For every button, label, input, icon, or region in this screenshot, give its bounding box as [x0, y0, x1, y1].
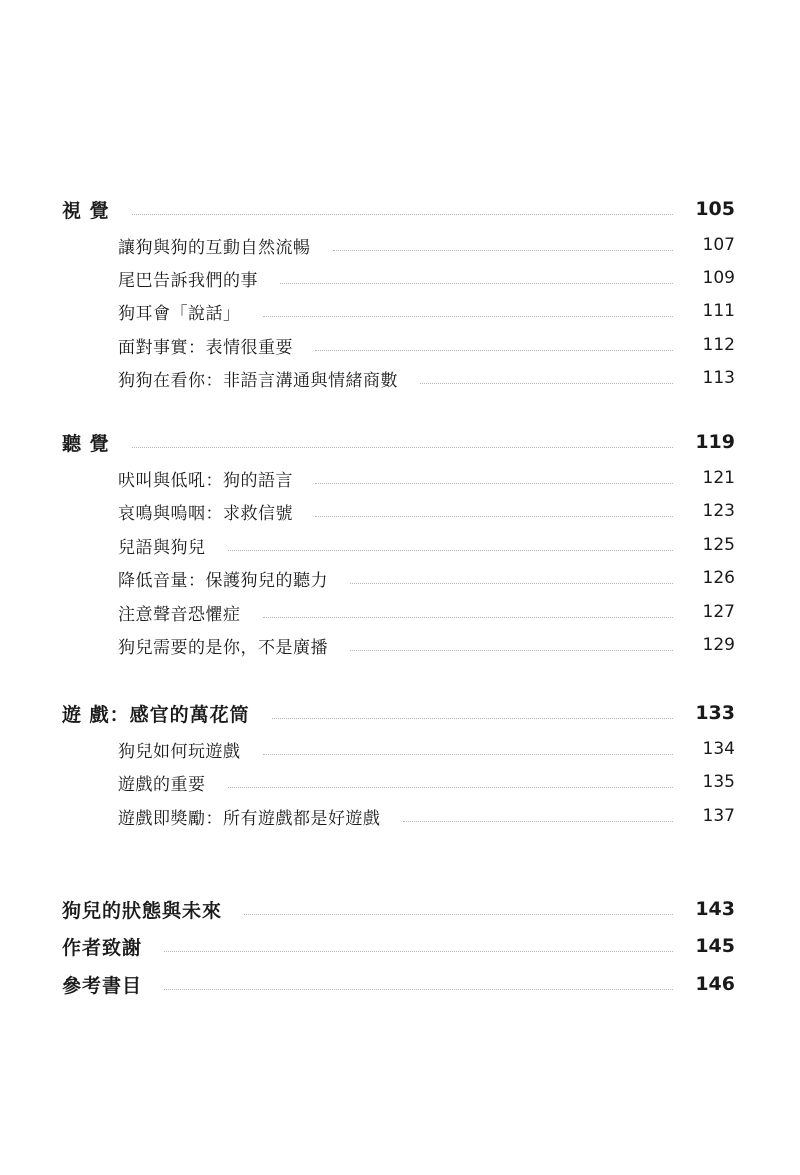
- toc-page-number: 137: [702, 806, 735, 826]
- toc-entry[interactable]: [0, 496, 800, 526]
- toc-entry[interactable]: [0, 630, 800, 660]
- toc-entry-title: 遊戲即獎勵：所有遊戲都是好遊戲: [118, 808, 381, 829]
- toc-section-title: 遊 戲：感官的萬花筒: [62, 703, 250, 726]
- dot-leader: [263, 754, 674, 755]
- dot-leader: [132, 214, 673, 215]
- toc-entry-title: 狗兒如何玩遊戲: [118, 741, 241, 762]
- toc-page-number: 109: [702, 268, 735, 288]
- dot-leader: [164, 951, 673, 952]
- toc-entry-title: 兒語與狗兒: [118, 537, 206, 558]
- toc-entry[interactable]: [0, 530, 800, 560]
- toc-page-number: 133: [695, 702, 735, 724]
- toc-page-number: 113: [702, 368, 735, 388]
- dot-leader: [228, 550, 674, 551]
- toc-entry-title: 讓狗與狗的互動自然流暢: [118, 237, 311, 258]
- toc-entry-title: 注意聲音恐懼症: [118, 604, 241, 625]
- toc-page-number: 111: [702, 301, 735, 321]
- toc-entry[interactable]: [0, 463, 800, 493]
- toc-entry-title: 尾巴告訴我們的事: [118, 270, 258, 291]
- toc-page-number: 125: [702, 535, 735, 555]
- toc-endmatter-entry[interactable]: [0, 931, 800, 961]
- toc-page-number: 123: [702, 501, 735, 521]
- toc-page-number: 112: [702, 335, 735, 355]
- toc-section-title: 作者致謝: [62, 936, 143, 959]
- toc-entry[interactable]: [0, 263, 800, 293]
- toc-entry[interactable]: [0, 296, 800, 326]
- toc-entry[interactable]: [0, 563, 800, 593]
- dot-leader: [164, 989, 673, 990]
- toc-entry-title: 狗狗在看你：非語言溝通與情緒商數: [118, 370, 398, 391]
- toc-section-title: 狗兒的狀態與未來: [62, 899, 223, 922]
- dot-leader: [315, 350, 673, 351]
- dot-leader: [315, 516, 673, 517]
- dot-leader: [315, 483, 673, 484]
- dot-leader: [244, 914, 673, 915]
- dot-leader: [280, 283, 673, 284]
- toc-endmatter-entry[interactable]: [0, 894, 800, 924]
- toc-entry[interactable]: [0, 363, 800, 393]
- toc-page-number: 146: [695, 973, 735, 995]
- dot-leader: [333, 250, 674, 251]
- toc-entry[interactable]: [0, 767, 800, 797]
- toc-entry[interactable]: [0, 230, 800, 260]
- toc-page-number: 134: [702, 739, 735, 759]
- toc-page-number: 119: [695, 431, 735, 453]
- toc-page-number: 105: [695, 198, 735, 220]
- toc-entry-title: 降低音量：保護狗兒的聽力: [118, 570, 328, 591]
- toc-page-number: 127: [702, 602, 735, 622]
- dot-leader: [228, 787, 674, 788]
- toc-section-play[interactable]: [0, 698, 800, 728]
- toc-entry[interactable]: [0, 597, 800, 627]
- toc-page-number: 145: [695, 935, 735, 957]
- toc-page-number: 107: [702, 235, 735, 255]
- toc-section-hearing[interactable]: [0, 427, 800, 457]
- toc-entry-title: 狗耳會「說話」: [118, 303, 241, 324]
- toc-entry[interactable]: [0, 801, 800, 831]
- dot-leader: [263, 617, 674, 618]
- toc-entry-title: 哀鳴與嗚咽：求救信號: [118, 503, 293, 524]
- toc-entry-title: 面對事實：表情很重要: [118, 337, 293, 358]
- toc-entry-title: 吠叫與低吼：狗的語言: [118, 470, 293, 491]
- toc-entry[interactable]: [0, 330, 800, 360]
- toc-section-title: 聽 覺: [62, 432, 110, 455]
- toc-entry[interactable]: [0, 734, 800, 764]
- toc-page-number: 135: [702, 772, 735, 792]
- toc-page-number: 121: [702, 468, 735, 488]
- dot-leader: [403, 821, 674, 822]
- dot-leader: [350, 650, 673, 651]
- toc-section-vision[interactable]: [0, 194, 800, 224]
- toc-page-number: 126: [702, 568, 735, 588]
- toc-page-number: 143: [695, 898, 735, 920]
- toc-section-title: 視 覺: [62, 199, 110, 222]
- dot-leader: [132, 447, 673, 448]
- toc-endmatter-entry[interactable]: [0, 969, 800, 999]
- dot-leader: [272, 718, 673, 719]
- toc-entry-title: 遊戲的重要: [118, 774, 206, 795]
- dot-leader: [420, 383, 673, 384]
- dot-leader: [350, 583, 673, 584]
- toc-entry-title: 狗兒需要的是你，不是廣播: [118, 637, 328, 658]
- toc-page-number: 129: [702, 635, 735, 655]
- dot-leader: [263, 316, 674, 317]
- toc-section-title: 參考書目: [62, 974, 143, 997]
